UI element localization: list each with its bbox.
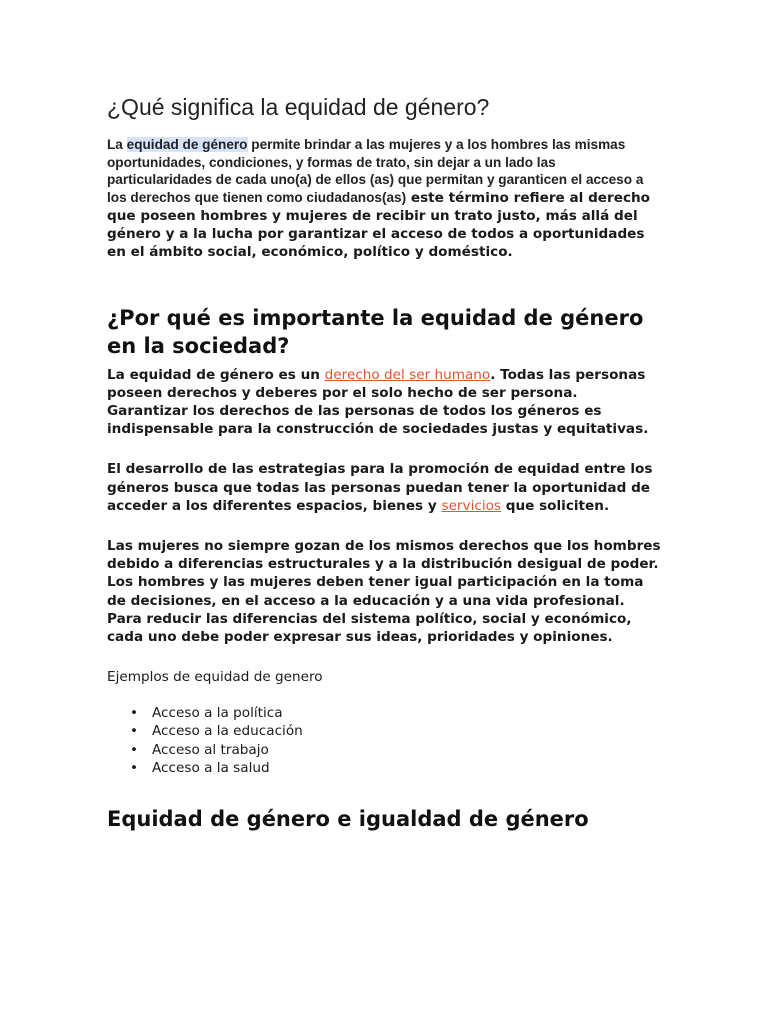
list-item xyxy=(130,741,663,759)
p1-before: La equidad de género es un xyxy=(107,366,325,383)
link-servicios[interactable]: servicios xyxy=(441,497,501,514)
list-item xyxy=(130,759,663,777)
list-item-text: Acceso a la política xyxy=(152,705,283,722)
examples-label: Ejemplos de equidad de genero xyxy=(107,669,323,686)
examples-list xyxy=(107,704,663,777)
section-heading-importance: ¿Por qué es importante la equidad de género en la sociedad? xyxy=(107,305,644,358)
list-item xyxy=(130,704,663,722)
bullet-icon: • xyxy=(130,705,139,722)
list-item xyxy=(130,722,663,740)
p2-before: El desarrollo de las estrategias para la promoción de equidad entre los géneros busca que todas las personas puedan tener la oportunidad de acceder a los diferentes espacios, bienes y xyxy=(107,461,653,514)
highlighted-term: equidad de género xyxy=(126,137,248,152)
intro-rest: permite brindar a las mujeres y a los hombres las mismas oportunidades, condiciones, y formas de trato, sin dejar a un lado las particularidades de cada uno(a) de ellos (as) que permitan y garanticen el acceso a los derechos que tienen como ciudadanos(as) xyxy=(107,137,644,205)
document-page xyxy=(107,92,663,833)
p1-after: . Todas las personas poseen derechos y deberes por el solo hecho de ser persona. Garantizar los derechos de las personas de todos los géneros es indispensable para la construcción de sociedades justas y equitativas. xyxy=(107,366,649,438)
bullet-icon: • xyxy=(130,723,139,740)
list-item-text: Acceso a la salud xyxy=(152,759,270,776)
importance-paragraph-1 xyxy=(107,366,663,439)
p2-after: que soliciten. xyxy=(501,497,610,514)
list-item-text: Acceso a la educación xyxy=(152,723,303,740)
page-title: ¿Qué significa la equidad de género? xyxy=(107,94,490,120)
link-derecho-ser-humano[interactable]: derecho del ser humano xyxy=(324,366,491,383)
bullet-icon: • xyxy=(130,759,139,776)
list-item-text: Acceso al trabajo xyxy=(152,741,269,758)
intro-paragraph xyxy=(107,136,663,262)
intro-tail: este término refiere al derecho que poseen hombres y mujeres de recibir un trato justo, más allá del género y a la lucha por garantizar el acceso de todos a oportunidades en el ámbito social, económico, político y doméstico. xyxy=(107,189,651,261)
importance-paragraph-3: Las mujeres no siempre gozan de los mismos derechos que los hombres debido a diferencias estructurales y a la distribución desigual de poder. Los hombres y las mujeres deben tener igual participación en la toma de decisiones, en el acceso a la educación y a una vida profesional. Para reducir las diferencias del sistema político, social y económico, cada uno debe poder expresar sus ideas, prioridades y opiniones. xyxy=(107,538,661,646)
intro-prefix: La xyxy=(107,137,127,152)
bullet-icon: • xyxy=(130,741,139,758)
section-heading-equidad-igualdad: Equidad de género e igualdad de género xyxy=(107,807,589,832)
importance-paragraph-2 xyxy=(107,460,663,515)
